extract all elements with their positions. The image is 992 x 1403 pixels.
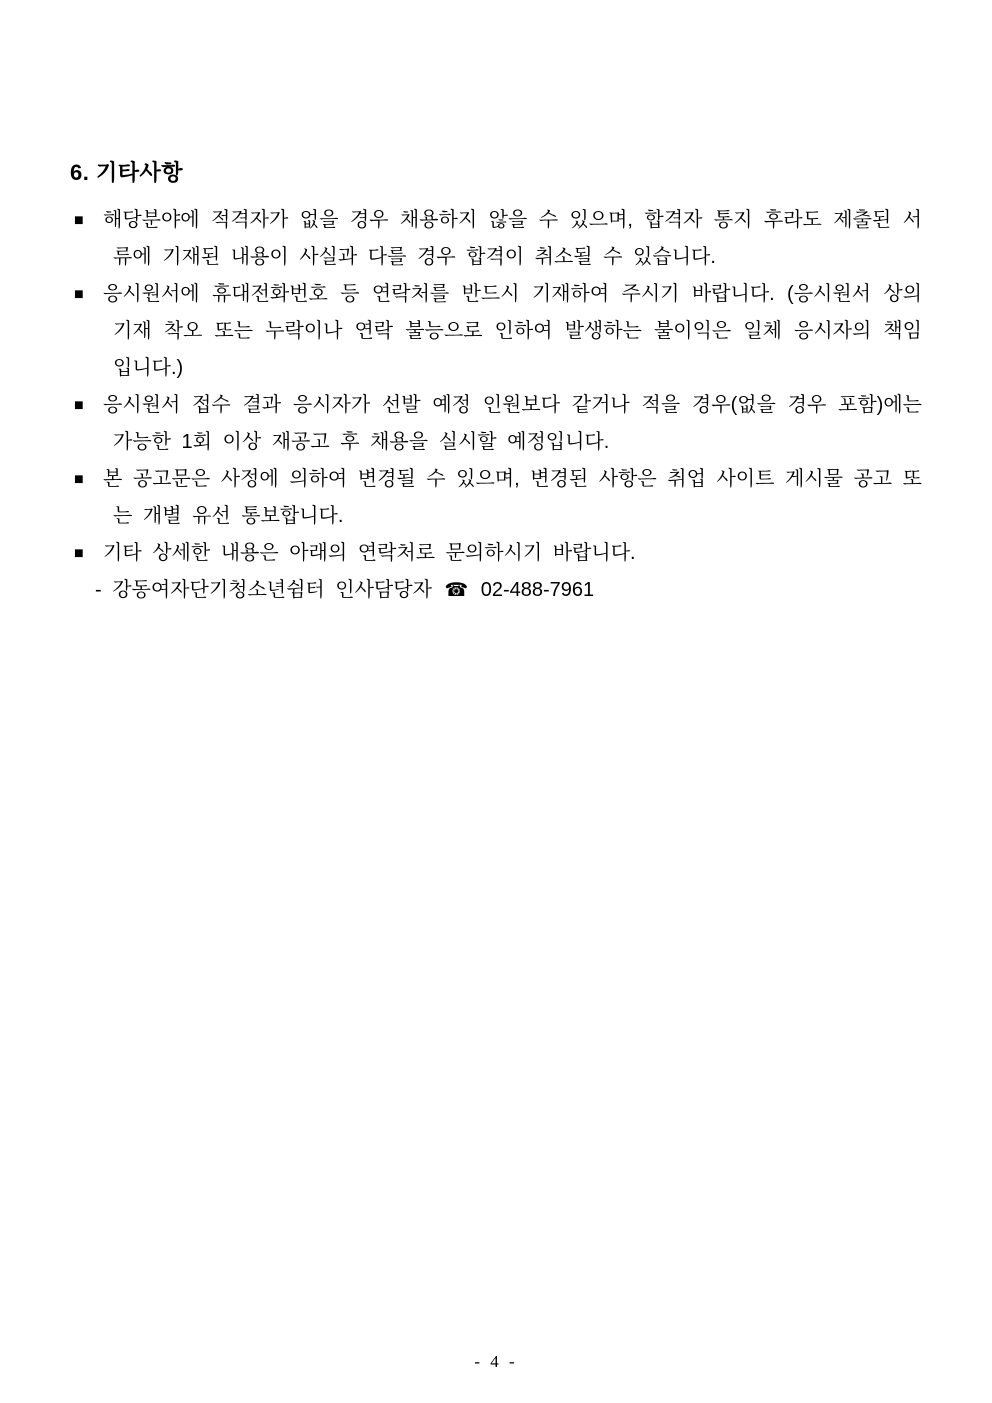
square-bullet-icon: ■ <box>74 397 84 414</box>
phone-icon: ☎ <box>444 580 469 601</box>
square-bullet-icon: ■ <box>74 286 84 303</box>
list-item <box>70 202 922 276</box>
page-number-footer: - 4 - <box>474 1352 518 1371</box>
bullet-text: 기타 상세한 내용은 아래의 연락처로 문의하시기 바랍니다. <box>103 542 636 564</box>
bullet-list <box>70 202 922 572</box>
square-bullet-icon: ■ <box>74 212 84 229</box>
contact-phone-number: 02-488-7961 <box>480 579 595 601</box>
document-page <box>70 160 922 609</box>
contact-label: - 강동여자단기청소년쉼터 인사담당자 <box>95 579 432 601</box>
list-item <box>70 535 922 572</box>
list-item <box>70 461 922 535</box>
list-item <box>70 387 922 461</box>
square-bullet-icon: ■ <box>74 545 84 562</box>
contact-line <box>70 572 922 609</box>
bullet-text: 응시원서에 휴대전화번호 등 연락처를 반드시 기재하여 주시기 바랍니다. (응시원서 상의 기재 착오 또는 누락이나 연락 불능으로 인하여 발생하는 불이익은 일체 응시자의 책임입니다.) <box>103 283 922 379</box>
square-bullet-icon: ■ <box>74 471 84 488</box>
section-heading: 6. 기타사항 <box>70 160 183 185</box>
list-item <box>70 276 922 387</box>
bullet-text: 본 공고문은 사정에 의하여 변경될 수 있으며, 변경된 사항은 취업 사이트 게시물 공고 또는 개별 유선 통보합니다. <box>103 468 922 527</box>
bullet-text: 응시원서 접수 결과 응시자가 선발 예정 인원보다 같거나 적을 경우(없을 경우 포함)에는 가능한 1회 이상 재공고 후 채용을 실시할 예정입니다. <box>103 394 922 453</box>
bullet-text: 해당분야에 적격자가 없을 경우 채용하지 않을 수 있으며, 합격자 통지 후라도 제출된 서류에 기재된 내용이 사실과 다를 경우 합격이 취소될 수 있습니다. <box>103 209 922 268</box>
